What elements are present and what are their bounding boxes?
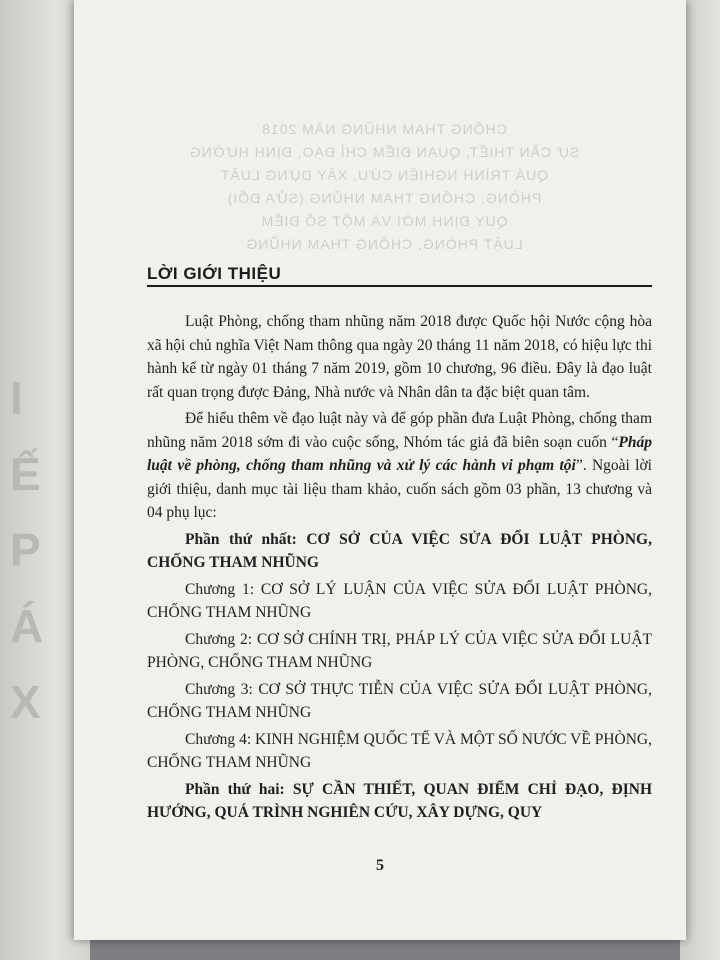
heading-text: LỜI GIỚI THIỆU — [147, 264, 282, 283]
intro-paragraph-1: Luật Phòng, chống tham nhũng năm 2018 được Quốc hội Nước cộng hòa xã hội chủ nghĩa Việt Nam thông qua ngày 20 tháng 11 năm 2018, có hiệu lực thi hành kể từ ngày 01 tháng 7 năm 2019, gồm 10 chương, 96 điều. Đây là đạo luật rất quan trọng được Đảng, Nhà nước và Nhân dân ta đặc biệt quan tâm. — [147, 313, 652, 401]
part-1-title: Phần thứ nhất: CƠ SỞ CỦA VIỆC SỬA ĐỔI LUẬT PHÒNG, CHỐNG THAM NHŨNG — [147, 530, 652, 571]
part-2-title: Phần thứ hai: SỰ CẦN THIẾT, QUAN ĐIỂM CHỈ ĐẠO, ĐỊNH HƯỚNG, QUÁ TRÌNH NGHIÊN CỨU, XÂY DỰNG, QUY — [147, 780, 652, 821]
book-page — [74, 0, 686, 940]
chapter-1: Chương 1: CƠ SỞ LÝ LUẬN CỦA VIỆC SỬA ĐỔI LUẬT PHÒNG, CHỐNG THAM NHŨNG — [147, 580, 652, 621]
chapter-4: Chương 4: KINH NGHIỆM QUỐC TẾ VÀ MỘT SỐ NƯỚC VỀ PHÒNG, CHỐNG THAM NHŨNG — [147, 730, 652, 771]
intro-paragraph-2 — [147, 407, 652, 525]
intro-p2-end: ”. Ngoài lời giới thiệu, danh mục tài liệu tham khảo, cuốn sách gồm 03 phần, 13 chương và 04 phụ lục: — [147, 457, 652, 521]
book-title: Pháp luật về phòng, chống tham nhũng và xử lý các hành vi phạm tội — [147, 433, 652, 474]
chapter-3: Chương 3: CƠ SỞ THỰC TIỄN CỦA VIỆC SỬA ĐỔI LUẬT PHÒNG, CHỐNG THAM NHŨNG — [147, 680, 652, 721]
chapter-2: Chương 2: CƠ SỞ CHÍNH TRỊ, PHÁP LÝ CỦA VIỆC SỬA ĐỔI LUẬT PHÒNG, CHỐNG THAM NHŨNG — [147, 630, 652, 671]
intro-p2-start: Để hiểu thêm về đạo luật này và để góp phần đưa Luật Phòng, chống tham nhũng năm 2018 sớm đi vào cuộc sống, Nhóm tác giả đã biên soạn cuốn “ — [147, 410, 652, 451]
page-number: 5 — [376, 857, 384, 874]
bleed-through-text: CHỐNG THAM NHŨNG NĂM 2018 SỰ CẦN THIẾT, QUAN ĐIỂM CHỈ ĐẠO, ĐỊNH HƯỚNG QUÁ TRÌNH NGHIÊN CỨU, XÂY DỰNG LUẬT PHÒNG, CHỐNG THAM NHŨNG (SỬA ĐỔI) QUY ĐỊNH MỚI VÀ MỘT SỐ ĐIỂM LUẬT PHÒNG, CHỐNG THAM NHŨNG — [188, 121, 580, 252]
adjacent-page-right — [680, 0, 720, 960]
intro-body — [147, 310, 652, 828]
adjacent-cover-bleed: I Ế P Á X — [10, 372, 44, 728]
section-heading — [147, 264, 652, 287]
